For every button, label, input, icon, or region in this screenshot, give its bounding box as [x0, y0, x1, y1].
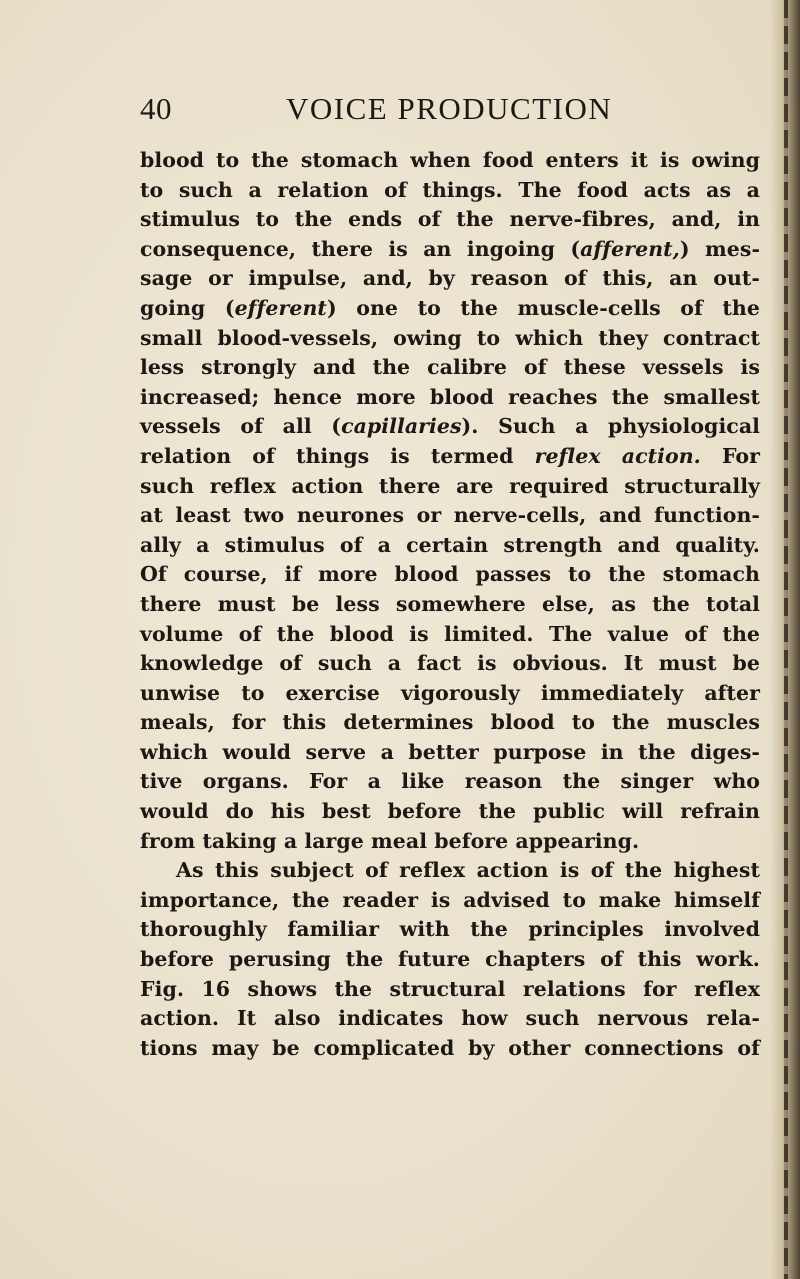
text-segment: ally a stimulus of a certain strength and quality. — [140, 532, 760, 557]
page-header — [140, 92, 760, 126]
page-number: 40 — [140, 91, 172, 126]
text-line — [140, 412, 760, 442]
text-line — [140, 205, 760, 235]
italic-term: afferent, — [580, 236, 680, 261]
text-segment: consequence, there is an ingoing ( — [140, 236, 581, 261]
text-segment: at least two neurones or nerve-cells, and function- — [140, 503, 760, 528]
text-segment: importance, the reader is advised to make himself — [140, 887, 760, 912]
running-title: VOICE PRODUCTION — [286, 91, 613, 126]
italic-term: efferent — [234, 295, 327, 320]
text-line — [140, 679, 760, 709]
text-line — [140, 383, 760, 413]
text-segment: tive organs. For a like reason the singer who — [140, 769, 760, 794]
text-segment: ) one to the muscle-cells of the — [326, 295, 760, 320]
text-segment: to such a relation of things. The food acts as a — [140, 177, 760, 202]
text-segment: stimulus to the ends of the nerve-fibres, and, in — [140, 207, 760, 232]
text-segment: unwise to exercise vigorously immediately after — [140, 680, 760, 705]
text-segment: As this subject of reflex action is of the highest — [176, 858, 760, 883]
text-line — [140, 856, 760, 886]
text-segment: would do his best before the public will refrain — [140, 799, 760, 824]
text-segment: such reflex action there are required structurally — [140, 473, 760, 498]
text-line — [140, 915, 760, 945]
italic-term: capillaries — [341, 414, 462, 439]
text-line — [140, 620, 760, 650]
text-line — [140, 590, 760, 620]
text-segment: tions may be complicated by other connections of — [140, 1035, 760, 1060]
italic-term: reflex action. — [534, 443, 701, 468]
text-segment: Of course, if more blood passes to the stomach — [140, 562, 760, 587]
text-segment: sage or impulse, and, by reason of this, an out- — [140, 266, 760, 291]
text-line — [140, 235, 760, 265]
text-segment: from taking a large meal before appearing. — [140, 828, 640, 853]
text-segment: action. It also indicates how such nervous rela- — [140, 1006, 760, 1031]
text-segment: ). Such a physiological — [461, 414, 760, 439]
text-line — [140, 886, 760, 916]
text-line — [140, 324, 760, 354]
text-line — [140, 560, 760, 590]
text-segment: For — [700, 443, 761, 468]
text-segment: which would serve a better purpose in the diges- — [140, 739, 760, 764]
text-line — [140, 1004, 760, 1034]
text-segment: increased; hence more blood reaches the smallest — [140, 384, 760, 409]
text-segment: there must be less somewhere else, as the total — [140, 591, 760, 616]
text-segment: knowledge of such a fact is obvious. It must be — [140, 651, 760, 676]
page-binding-edge — [784, 0, 788, 1279]
text-segment: relation of things is termed — [140, 443, 535, 468]
text-line — [140, 708, 760, 738]
text-segment: thoroughly familiar with the principles involved — [140, 917, 760, 942]
text-line — [140, 738, 760, 768]
text-segment: vessels of all ( — [140, 414, 342, 439]
body-text — [140, 146, 760, 1063]
text-segment: volume of the blood is limited. The value of the — [140, 621, 760, 646]
text-line — [140, 767, 760, 797]
text-segment: blood to the stomach when food enters it is owing — [140, 148, 760, 172]
text-segment: small blood-vessels, owing to which they contract — [140, 325, 760, 350]
text-line — [140, 176, 760, 206]
text-line — [140, 649, 760, 679]
text-segment: before perusing the future chapters of this work. — [140, 947, 760, 972]
text-segment: less strongly and the calibre of these vessels is — [140, 355, 760, 380]
text-segment: ) mes- — [679, 236, 760, 261]
text-line — [140, 827, 760, 857]
text-line — [140, 146, 760, 176]
text-line — [140, 353, 760, 383]
text-line — [140, 797, 760, 827]
text-line — [140, 1034, 760, 1064]
text-segment: meals, for this determines blood to the muscles — [140, 710, 760, 735]
text-line — [140, 264, 760, 294]
text-line — [140, 294, 760, 324]
text-line — [140, 945, 760, 975]
text-line — [140, 975, 760, 1005]
text-segment: going ( — [140, 295, 235, 320]
text-line — [140, 501, 760, 531]
text-line — [140, 472, 760, 502]
text-line — [140, 531, 760, 561]
text-segment: Fig. 16 shows the structural relations for reflex — [140, 976, 760, 1001]
text-line — [140, 442, 760, 472]
